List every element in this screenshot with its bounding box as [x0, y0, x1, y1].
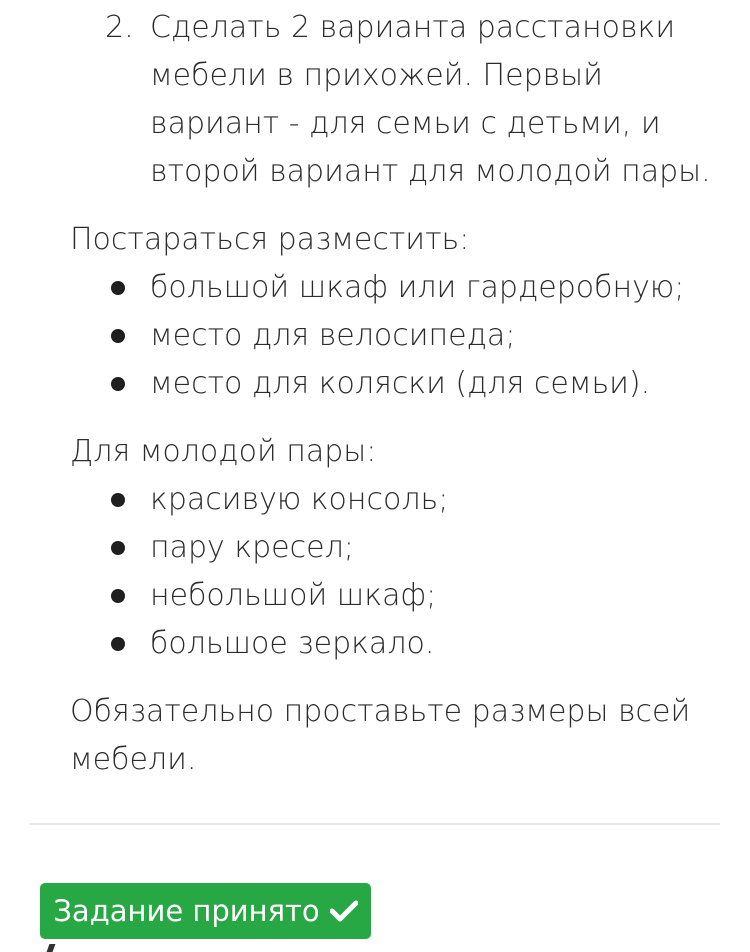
partial-icon: [47, 944, 56, 952]
bullet-icon: [111, 377, 125, 391]
bullet-list-couple: [0, 476, 750, 668]
bullet-icon: [111, 281, 125, 295]
list-item: большой шкаф или гардеробную;: [0, 264, 750, 312]
bullet-icon: [111, 637, 125, 651]
item-line: вариант - для семьи с детьми, и: [150, 106, 661, 141]
list-item: красивую консоль;: [0, 476, 750, 524]
item-line: мебели в прихожей. Первый: [150, 58, 603, 93]
bullet-list-family: [0, 264, 750, 408]
numbered-item-text: [150, 4, 730, 196]
task-accepted-button[interactable]: [40, 883, 371, 939]
divider: [30, 823, 720, 825]
list-item: место для коляски (для семьи).: [0, 360, 750, 408]
item-line: Сделать 2 варианта расстановки: [150, 10, 676, 45]
bullet-icon: [111, 541, 125, 555]
footer-line: Обязательно проставьте размеры всей: [70, 694, 691, 729]
button-label: Задание принято: [53, 894, 320, 928]
check-icon: [330, 900, 358, 922]
footer-note: [70, 688, 710, 784]
list-item: небольшой шкаф;: [0, 572, 750, 620]
list-number: 2.: [105, 10, 134, 45]
bullet-icon: [111, 329, 125, 343]
section-heading: Постараться разместить:: [70, 222, 470, 257]
list-item: большое зеркало.: [0, 620, 750, 668]
list-item: место для велосипеда;: [0, 312, 750, 360]
bullet-icon: [111, 493, 125, 507]
bullet-icon: [111, 589, 125, 603]
section-heading: Для молодой пары:: [70, 434, 377, 469]
list-item: пару кресел;: [0, 524, 750, 572]
item-line: второй вариант для молодой пары.: [150, 154, 711, 189]
footer-line: мебели.: [70, 742, 197, 777]
